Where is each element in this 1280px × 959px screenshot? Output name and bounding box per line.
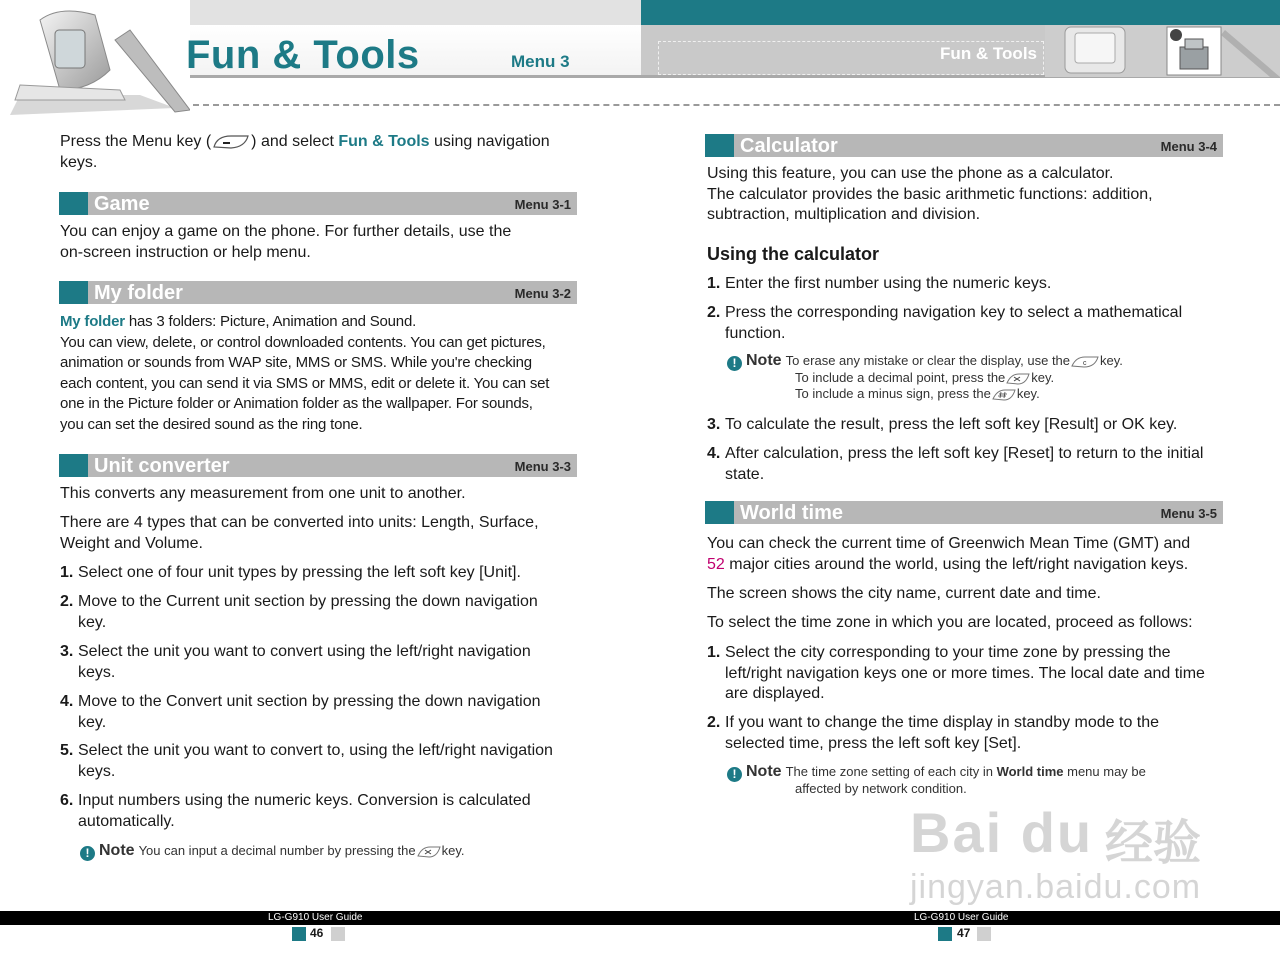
step-text (725, 713, 1235, 754)
intro-text-line2: keys. (60, 153, 98, 171)
step-line: Select the unit you want to convert using the left/right navigation (78, 643, 531, 660)
step-text (725, 274, 1235, 295)
step-number: 2. (707, 304, 721, 321)
step-line: are displayed. (725, 685, 825, 703)
list-item (707, 274, 720, 295)
watermark-brand: Bai du (910, 801, 1094, 864)
list-item (707, 444, 720, 465)
star-key-icon (416, 845, 442, 859)
step-number: 6. (60, 792, 74, 809)
step-number: 4. (60, 693, 74, 710)
section-header-world-time (705, 501, 1223, 524)
section-title: Game (94, 193, 150, 215)
my-folder-line: animation or sounds from WAP site, MMS or SMS. While you're checking (60, 354, 532, 371)
game-line-1: You can enjoy a game on the phone. For further details, use the (60, 223, 512, 240)
section-menu-number: Menu 3-1 (514, 197, 571, 212)
section-marker (705, 134, 734, 157)
my-folder-highlight: My folder (60, 313, 125, 330)
list-item (707, 713, 720, 734)
step-text (78, 741, 588, 782)
step-line: Input numbers using the numeric keys. Conversion is calculated (78, 792, 531, 809)
note-text-end: menu may be (1063, 764, 1146, 779)
header-right-title: Fun & Tools (940, 44, 1037, 63)
page-number-left: 46 (310, 926, 324, 940)
city-count: 52 (707, 555, 725, 573)
section-menu-number: Menu 3-4 (1160, 139, 1217, 154)
my-folder-line-1: has 3 folders: Picture, Animation and Sound. (124, 313, 417, 330)
header-dashed-rule (183, 104, 1280, 106)
section-menu-number: Menu 3-2 (514, 286, 571, 301)
list-item (707, 303, 720, 324)
step-line: Select the unit you want to convert to, using the left/right navigation (78, 742, 553, 759)
page-marker-teal (292, 927, 306, 941)
exclamation-icon: ! (727, 356, 742, 371)
step-text (78, 791, 588, 832)
calculator-p1 (707, 164, 1237, 226)
step-line: key. (78, 713, 107, 731)
step-line: state. (725, 465, 765, 483)
world-time-p1-line-2: major cities around the world, using the left/right navigation keys. (724, 555, 1189, 573)
world-time-p1 (707, 534, 1237, 575)
footer-bar (0, 911, 1280, 925)
step-line: Move to the Current unit section by pressing the down navigation (78, 593, 538, 610)
note-label: Note (746, 763, 782, 780)
step-number: 1. (707, 644, 721, 661)
calculator-note-line-2 (795, 370, 1235, 387)
section-menu-number: Menu 3-3 (514, 459, 571, 474)
note-text-end: key. (1100, 353, 1123, 368)
exclamation-icon: ! (727, 767, 742, 782)
intro-highlight: Fun & Tools (338, 133, 430, 150)
unit-converter-p1: This converts any measurement from one unit to another. (60, 485, 466, 502)
exclamation-icon: ! (80, 846, 95, 861)
step-number: 2. (60, 593, 74, 610)
list-item (707, 415, 720, 436)
step-line: left/right navigation keys one or more times. The local date and time (725, 664, 1205, 682)
section-marker (705, 501, 734, 524)
list-item (60, 791, 73, 812)
list-item (60, 741, 73, 762)
unit-converter-p2 (60, 513, 590, 554)
step-text (78, 642, 588, 683)
note-text: To erase any mistake or clear the display, use the (785, 353, 1071, 368)
step-line: keys. (78, 762, 116, 780)
note-text: To include a decimal point, press the (795, 370, 1006, 385)
calculator-p2-line-1: The calculator provides the basic arithmetic functions: addition, (707, 185, 1153, 203)
step-line: Select the city corresponding to your time zone by pressing the (725, 644, 1171, 661)
unit-converter-p2-line-2: Weight and Volume. (60, 534, 203, 552)
game-line-2: on-screen instruction or help menu. (60, 243, 311, 261)
step-line: Move to the Convert unit section by pressing the down navigation (78, 693, 541, 710)
calculator-p1-line: Using this feature, you can use the phone as a calculator. (707, 165, 1114, 182)
note-text-end: key. (1016, 386, 1040, 401)
header-band-gray (183, 0, 641, 25)
note-text-end: key. (1031, 370, 1055, 385)
step-number: 1. (60, 564, 74, 581)
page-menu-number: Menu 3 (511, 52, 570, 71)
note-label: Note (746, 352, 782, 369)
calculator-subheading: Using the calculator (707, 244, 880, 264)
note-bold-text: World time (996, 764, 1064, 779)
baidu-watermark (905, 800, 1205, 910)
game-paragraph (60, 222, 580, 263)
intro-paragraph (60, 132, 580, 173)
step-number: 1. (707, 275, 721, 292)
step-line: If you want to change the time display in standby mode to the (725, 714, 1160, 731)
unit-converter-p2-line-1: There are 4 types that can be converted into units: Length, Surface, (60, 514, 539, 531)
step-line: keys. (78, 663, 116, 681)
section-title: Calculator (740, 135, 838, 157)
section-title: My folder (94, 282, 183, 304)
section-marker (59, 454, 88, 477)
world-time-p3: To select the time zone in which you are located, proceed as follows: (707, 614, 1193, 631)
section-header-game (59, 192, 577, 215)
step-line: Press the corresponding navigation key to select a mathematical (725, 304, 1183, 321)
watermark-url: jingyan.baidu.com (910, 868, 1202, 906)
note-label: Note (99, 842, 135, 859)
intro-text-post: using navigation (429, 133, 550, 150)
step-text (725, 643, 1235, 705)
step-number: 5. (60, 742, 74, 759)
page-marker-gray (977, 927, 991, 941)
intro-text-pre: Press the Menu key ( (60, 133, 212, 150)
page-number-right: 47 (957, 926, 971, 940)
header-band-teal (641, 0, 1280, 25)
my-folder-paragraph (60, 312, 585, 435)
toolbox-illustration-icon (1045, 25, 1280, 77)
section-header-unit-converter (59, 454, 577, 477)
section-header-my-folder (59, 281, 577, 304)
step-line: function. (725, 324, 786, 342)
step-number: 2. (707, 714, 721, 731)
menu-key-icon (211, 133, 251, 151)
world-time-p2: The screen shows the city name, current date and time. (707, 585, 1101, 602)
my-folder-line: You can view, delete, or control downloaded contents. You can get pictures, (60, 333, 546, 351)
step-line: After calculation, press the left soft key [Reset] to return to the initial (725, 445, 1204, 462)
list-item (707, 643, 720, 664)
step-text (78, 592, 588, 633)
calculator-note-line-3 (795, 386, 1235, 403)
svg-text:c: c (1083, 359, 1087, 367)
step-line: Select one of four unit types by pressing the left soft key [Unit]. (78, 564, 521, 581)
clear-key-icon (1070, 355, 1100, 369)
note-text: You can input a decimal number by pressing the (138, 843, 416, 858)
world-time-note (727, 764, 1227, 782)
step-number: 4. (707, 445, 721, 462)
section-header-calculator (705, 134, 1223, 157)
hash-key-icon (991, 388, 1017, 402)
watermark-brand-cn: 经验 (1105, 817, 1202, 870)
step-line: Enter the first number using the numeric keys. (725, 275, 1052, 292)
page-title: Fun & Tools (186, 33, 420, 77)
note-text-end: key. (441, 843, 465, 858)
list-item (60, 563, 73, 584)
star-key-icon (1005, 372, 1031, 386)
my-folder-line: each content, you can send it via SMS or MMS, edit or delete it. You can set (60, 374, 550, 392)
step-line: key. (78, 613, 107, 631)
step-text (725, 415, 1235, 436)
section-menu-number: Menu 3-5 (1160, 506, 1217, 521)
section-marker (59, 192, 88, 215)
footer-guide-right: LG-G910 User Guide (914, 912, 1009, 923)
calculator-p2-line-2: subtraction, multiplication and division. (707, 206, 981, 224)
my-folder-line: one in the Picture folder or Animation folder as the wallpaper. For sounds, (60, 395, 533, 412)
step-text (78, 563, 588, 584)
step-text (725, 444, 1235, 485)
footer-guide-left: LG-G910 User Guide (268, 912, 363, 923)
note-text: To include a minus sign, press the (795, 386, 991, 401)
step-text (78, 692, 588, 733)
phone-illustration-icon (0, 0, 190, 118)
calculator-note (727, 353, 1227, 371)
list-item (60, 642, 73, 663)
step-text (725, 303, 1235, 344)
step-number: 3. (60, 643, 74, 660)
list-item (60, 692, 73, 713)
step-line: To calculate the result, press the left soft key [Result] or OK key. (725, 416, 1178, 433)
section-marker (59, 281, 88, 304)
list-item (60, 592, 73, 613)
world-time-note-line-2: affected by network condition. (795, 781, 967, 796)
world-time-p1-line-1: You can check the current time of Greenwich Mean Time (GMT) and (707, 535, 1191, 552)
my-folder-line: you can set the desired sound as the ring tone. (60, 415, 363, 433)
section-title: Unit converter (94, 455, 230, 477)
page-marker-teal (938, 927, 952, 941)
step-line: automatically. (78, 812, 175, 830)
step-line: selected time, press the left soft key [Set]. (725, 734, 1022, 752)
step-number: 3. (707, 416, 721, 433)
unit-converter-note (80, 843, 580, 861)
page-marker-gray (331, 927, 345, 941)
note-text: The time zone setting of each city in (785, 764, 997, 779)
section-title: World time (740, 502, 843, 524)
intro-text-mid: ) and select (251, 133, 339, 150)
